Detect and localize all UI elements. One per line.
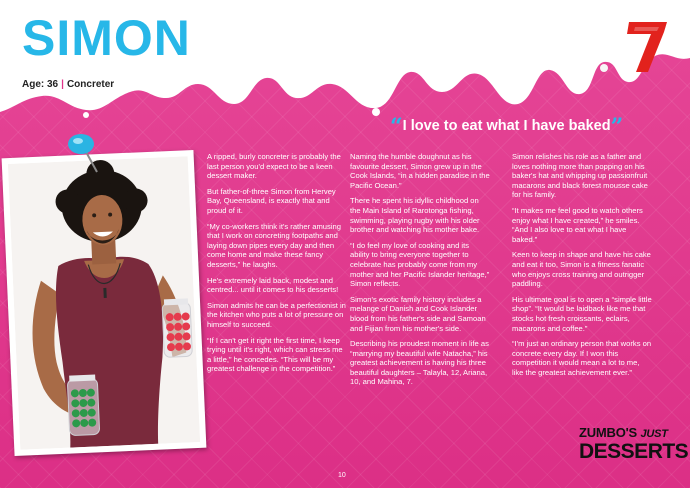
age-label: Age: 36 — [22, 79, 59, 90]
contestant-photo — [2, 150, 207, 456]
show-logo-line2: DESSERTS — [579, 440, 689, 463]
paragraph: Simon admits he can be a perfectionist in the kitchen who puts a lot of pressure on himself to succeed. — [207, 300, 346, 329]
paragraph: But father-of-three Simon from Hervey Bay, Queensland, is exactly that and proud of it. — [207, 186, 336, 215]
quote-open-mark: “ — [390, 114, 403, 140]
paragraph: Keen to keep in shape and have his cake and eat it too, Simon is a fitness fanatic who enjoys cross training and outrigger paddling. — [512, 250, 651, 289]
contestant-meta — [22, 79, 114, 90]
paragraph: Describing his proudest moment in life as “marrying my beautiful wife Natacha,” his greatest achievement is having his three beautiful daughters – Talayla, 12, Ariana, 10, and Mahina, 7. — [350, 339, 489, 387]
show-logo-line1-small: JUST — [640, 428, 668, 440]
paragraph: A ripped, burly concreter is probably the last person you'd expect to be a keen dessert maker. — [207, 152, 341, 181]
pull-quote — [390, 114, 672, 140]
occupation-label: Concreter — [66, 79, 115, 90]
meta-separator: | — [61, 79, 64, 90]
contestant-illustration — [8, 156, 200, 450]
paragraph: His ultimate goal is to open a “simple little shop”. “It would be laidback like me that stocks hot fresh croissants, eclairs, macarons and coffee.” — [512, 294, 652, 333]
quote-close-mark: ” — [610, 114, 624, 140]
page-number: 10 — [338, 472, 346, 479]
paragraph: Naming the humble doughnut as his favourite dessert, Simon grew up in the Cook Islands, “in a hidden paradise in the Pacific Ocean.” — [350, 152, 490, 190]
pushpin-icon — [63, 130, 105, 176]
page-title: SIMON — [22, 10, 191, 66]
paragraph: “It makes me feel good to watch others enjoy what I have created,” he smiles. “And I also love to eat what I have baked.” — [512, 205, 643, 244]
article-column-1 — [207, 152, 347, 380]
seven-logo — [626, 18, 670, 74]
paragraph: Simon's exotic family history includes a melange of Danish and Cook Islander blood from his father's side and Samoan and Fijian from his mother's side. — [350, 294, 486, 333]
pull-quote-text: I love to eat what I have baked — [402, 118, 611, 134]
paragraph: “I'm just an ordinary person that works on concrete every day. If I won this competition it would mean a lot to me, like the greatest achievement ever.” — [512, 339, 652, 377]
paragraph: “If I can't get it right the first time, I keep trying until it's right, which can stress me a little,” he concedes. “This will be my greatest challenge in the competition.” — [207, 335, 343, 374]
paragraph: “I do feel my love of cooking and its ability to bring everyone together to celebrate has probably come from my mother and her Pacific Islander heritage,” Simon reflects. — [350, 240, 490, 289]
article-column-2 — [350, 152, 490, 393]
paragraph: There he spent his idyllic childhood on the Main Island of Rarotonga fishing, swimming, playing rugby with his older brother and watching his mother bake. — [350, 196, 480, 235]
paragraph: Simon relishes his role as a father and loves nothing more than popping on his baker's hat and whipping up passionfruit macarons and black forest mousse cake for his family. — [512, 152, 648, 200]
paragraph: “My co-workers think it's rather amusing that I work on concreting footpaths and laying down pipes every day and then come home and make these fancy desserts,” he laughs. — [207, 221, 341, 269]
show-logo — [579, 425, 689, 463]
show-logo-line1: ZUMBO'S — [579, 425, 638, 440]
paragraph: He's extremely laid back, modest and centred... until it comes to his desserts! — [207, 275, 339, 295]
article-column-3 — [512, 152, 652, 383]
